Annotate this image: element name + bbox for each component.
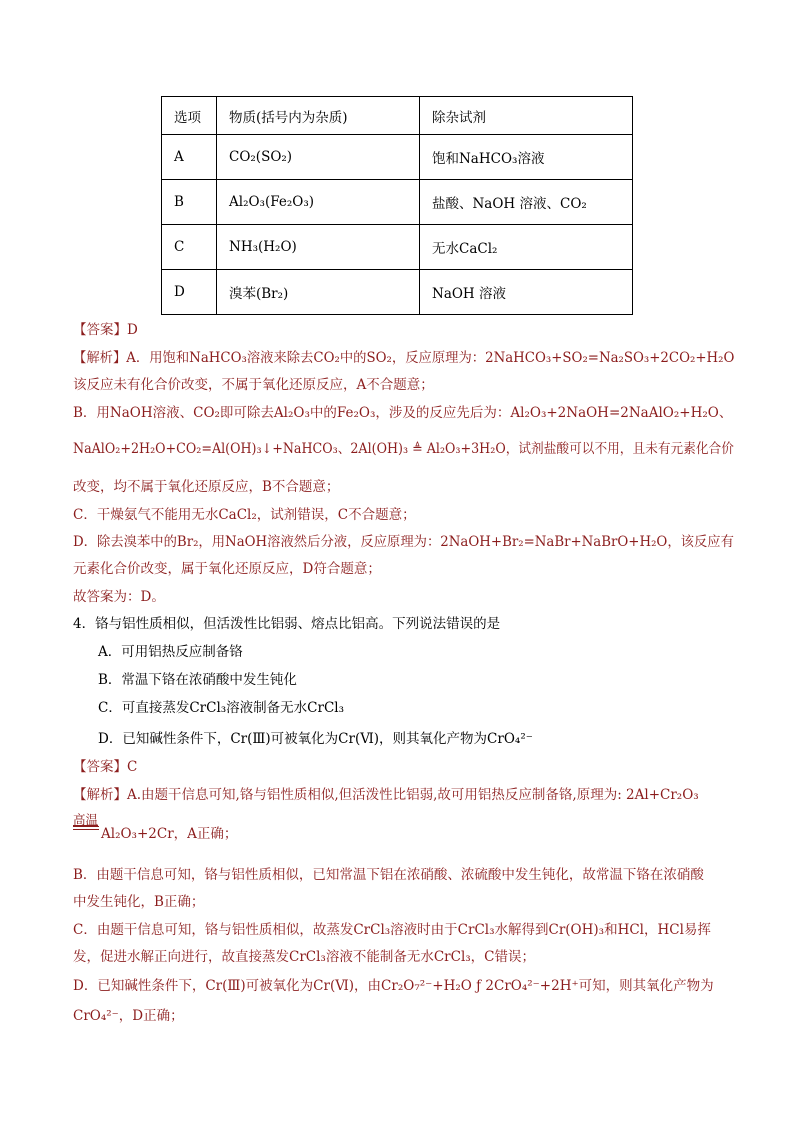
q4-option-c: C．可直接蒸发CrCl₃溶液制备无水CrCl₃ bbox=[98, 700, 345, 716]
q4-line: Al₂O₃+2Cr，A正确； bbox=[101, 826, 238, 842]
q3-line: 改变，均不属于氧化还原反应，B不合题意； bbox=[73, 479, 340, 495]
row-b-option: B bbox=[162, 180, 217, 225]
q4-line: 中发生钝化，B正确； bbox=[73, 894, 205, 910]
row-d-option: D bbox=[162, 270, 217, 315]
row-a-substance: CO₂(SO₂) bbox=[217, 135, 420, 180]
q3-line: 故答案为：D。 bbox=[73, 589, 165, 605]
q3-line: 元素化合价改变，属于氧化还原反应，D符合题意； bbox=[73, 561, 381, 577]
q4-option-d: D．已知碱性条件下，Cr(Ⅲ)可被氧化为Cr(Ⅵ)，则其氧化产物为CrO₄²⁻ bbox=[98, 731, 533, 747]
row-c-substance: NH₃(H₂O) bbox=[217, 225, 420, 270]
q3-line: B．用NaOH溶液、CO₂即可除去Al₂O₃中的Fe₂O₃，涉及的反应先后为：Al₂O₃+2NaOH=2NaAlO₂+H₂O、 bbox=[73, 405, 733, 421]
row-d-reagent: NaOH 溶液 bbox=[420, 270, 633, 315]
q4-line: B．由题干信息可知，铬与铝性质相似，已知常温下铝在浓硝酸、浓硫酸中发生钝化，故常温下铬在浓硝酸 bbox=[73, 867, 704, 883]
row-b-substance: Al₂O₃(Fe₂O₃) bbox=[217, 180, 420, 225]
row-d-substance: 溴苯(Br₂) bbox=[217, 270, 420, 315]
header-option: 选项 bbox=[162, 97, 217, 135]
row-b-reagent: 盐酸、NaOH 溶液、CO₂ bbox=[420, 180, 633, 225]
equation-double-line bbox=[73, 829, 99, 830]
row-c-reagent: 无水CaCl₂ bbox=[420, 225, 633, 270]
row-c-option: C bbox=[162, 225, 217, 270]
q4-condition-label: 高温 bbox=[73, 812, 99, 827]
header-reagent: 除杂试剂 bbox=[420, 97, 633, 135]
header-substance: 物质(括号内为杂质) bbox=[217, 97, 420, 135]
row-a-option: A bbox=[162, 135, 217, 180]
q4-option-a: A．可用铝热反应制备铬 bbox=[98, 644, 243, 660]
q4-line: 发，促进水解正向进行，故直接蒸发CrCl₃溶液不能制备无水CrCl₃，C错误； bbox=[73, 949, 536, 965]
equation-double-line bbox=[73, 826, 99, 827]
q4-line: CrO₄²⁻，D正确； bbox=[73, 1008, 184, 1024]
q4-stem: 4．铬与铝性质相似，但活泼性比铝弱、熔点比铝高。下列说法错误的是 bbox=[73, 616, 501, 632]
q3-answer: 【答案】D bbox=[73, 322, 138, 338]
q3-line: 【解析】A．用饱和NaHCO₃溶液来除去CO₂中的SO₂，反应原理为：2NaHCO₃+SO₂=Na₂SO₃+2CO₂+H₂O bbox=[73, 350, 735, 366]
q3-line: 该反应未有化合价改变，不属于氧化还原反应，A不合题意； bbox=[73, 377, 434, 393]
q4-line: 【解析】A.由题干信息可知,铬与铝性质相似,但活泼性比铝弱,故可用铝热反应制备铬,原理为: 2Al+Cr₂O₃ bbox=[73, 787, 699, 803]
q4-line: D．已知碱性条件下，Cr(Ⅲ)可被氧化为Cr(Ⅵ)，由Cr₂O₇²⁻+H₂O ƒ 2CrO₄²⁻+2H⁺可知，则其氧化产物为 bbox=[73, 978, 714, 994]
row-a-reagent: 饱和NaHCO₃溶液 bbox=[420, 135, 633, 180]
purification-table bbox=[161, 96, 633, 315]
q4-option-b: B．常温下铬在浓硝酸中发生钝化 bbox=[98, 672, 297, 688]
q4-line: C．由题干信息可知，铬与铝性质相似，故蒸发CrCl₃溶液时由于CrCl₃水解得到Cr(OH)₃和HCl，HCl易挥 bbox=[73, 922, 711, 938]
q4-answer: 【答案】C bbox=[73, 759, 138, 775]
q3-line: D．除去溴苯中的Br₂，用NaOH溶液然后分液，反应原理为：2NaOH+Br₂=NaBr+NaBrO+H₂O，该反应有 bbox=[73, 534, 734, 550]
q3-line: NaAlO₂+2H₂O+CO₂=Al(OH)₃↓+NaHCO₃、2Al(OH)₃ ≜ Al₂O₃+3H₂O，试剂盐酸可以不用，且未有元素化合价 bbox=[73, 441, 734, 457]
q3-line: C．干燥氨气不能用无水CaCl₂，试剂错误，C不合题意； bbox=[73, 507, 416, 523]
